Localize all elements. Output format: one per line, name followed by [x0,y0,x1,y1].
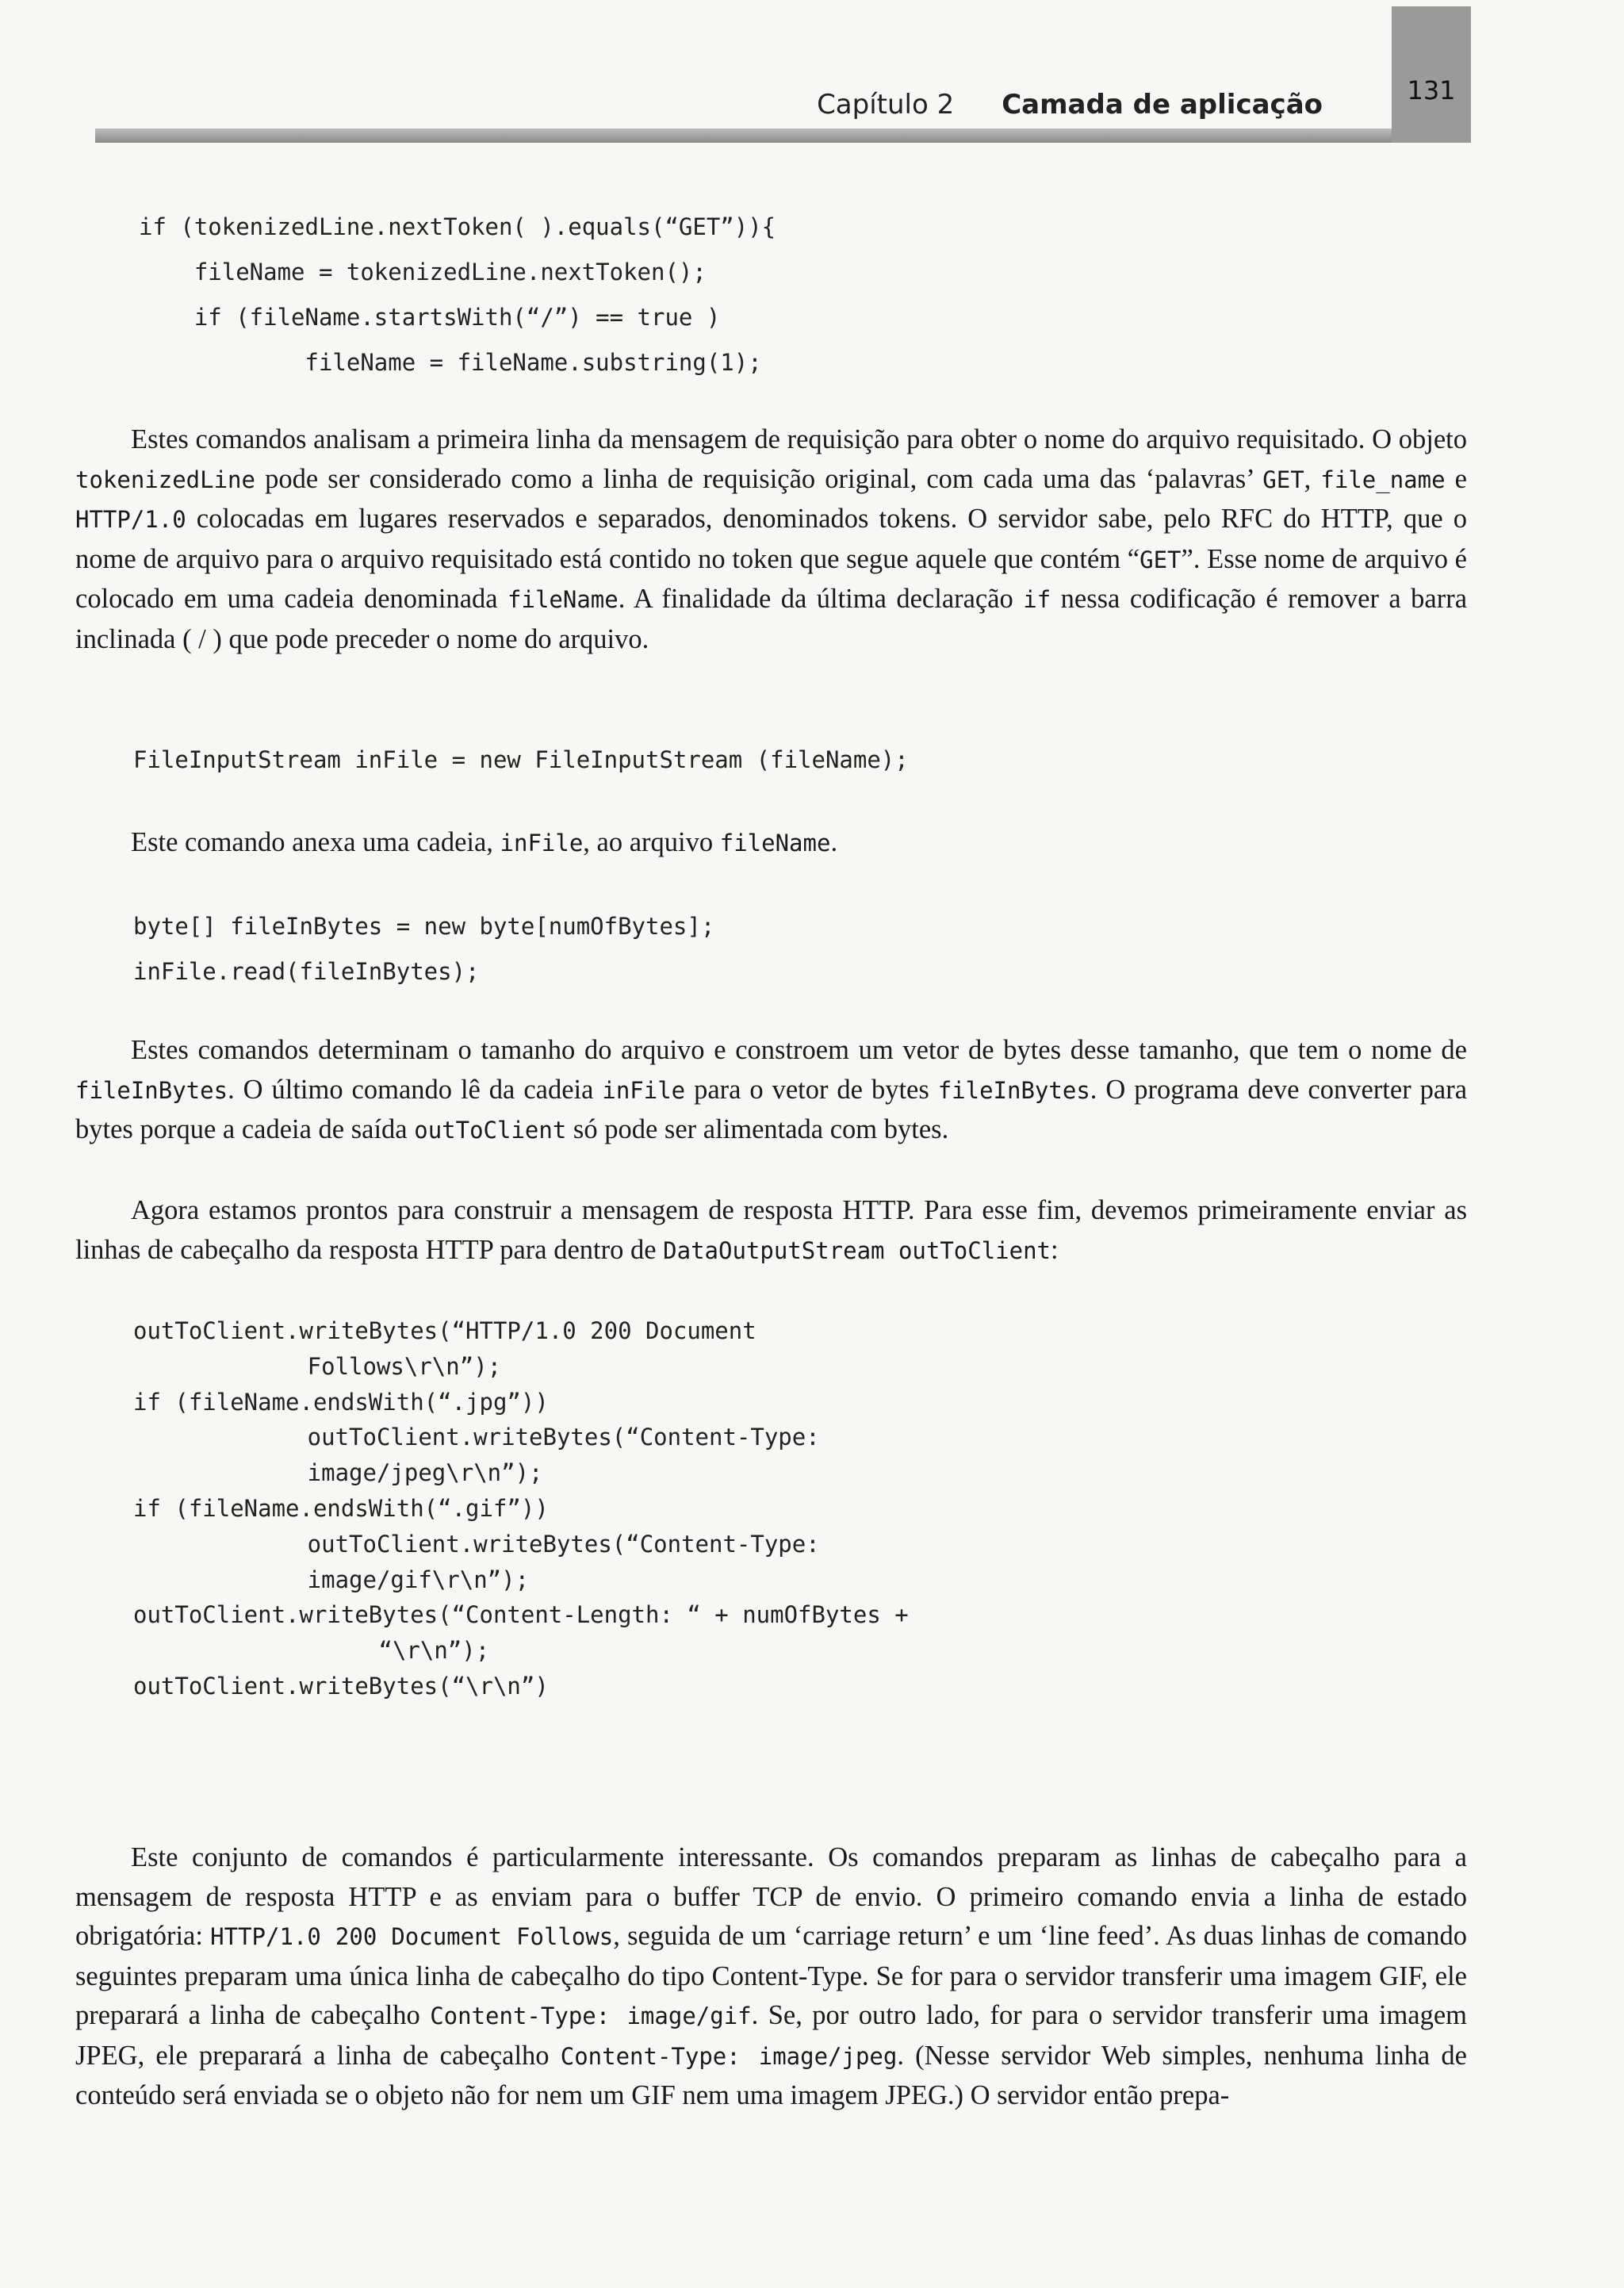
text-run: Agora estamos prontos para construir a mensagem de resposta HTTP. Para esse fim, devemos primeiramente enviar as linhas de cabeçalho da resposta HTTP para dentro de [75,1195,1467,1265]
code-line: if (fileName.endsWith(“.jpg”)) [133,1388,549,1416]
paragraph-response-intro [75,1191,1467,1270]
text-run: . Se, por outro lado, for para o servidor transferir uma imagem JPEG, ele preparará a linha de cabeçalho [75,2000,1467,2071]
inline-code: DataOutputStream outToClient [663,1236,1051,1264]
inline-code: GET [1262,466,1304,493]
paragraph-headers-explanation [75,1838,1467,2116]
paragraph-infile-explanation [75,823,1467,864]
code-line: outToClient.writeBytes(“Content-Length: “ + numOfBytes + [133,1601,909,1629]
running-header [817,89,1323,121]
code-block-response-headers [133,1313,909,1704]
code-line: byte[] fileInBytes = new byte[numOfBytes]; [133,913,715,940]
text-run: . A finalidade da última declaração [618,584,1024,614]
text-run: para o vetor de bytes [685,1074,938,1105]
code-block-fileinputstream [133,738,909,783]
section-label: Camada de aplicação [1002,89,1323,121]
chapter-label: Capítulo 2 [817,89,955,121]
text-run: pode ser considerado como a linha de requisição original, com cada uma das ‘palavras’ [255,463,1263,494]
inline-code: Content-Type: image/jpeg [560,2042,898,2070]
code-line: if (fileName.startsWith(“/”) == true ) [139,304,721,331]
code-line: inFile.read(fileInBytes); [133,958,480,985]
page-number: 131 [1392,6,1471,143]
text-run: . (Nesse servidor Web simples, nenhuma linha de conteúdo será enviada se o objeto não for nem um GIF nem uma imagem JPEG.) O servidor então prepa- [75,2040,1467,2110]
code-line: outToClient.writeBytes(“Content-Type: [197,1530,820,1558]
code-line: image/gif\r\n”); [197,1566,530,1593]
text-run: e [1445,463,1467,494]
inline-code: inFile [500,830,584,857]
code-line: outToClient.writeBytes(“HTTP/1.0 200 Document [133,1317,756,1344]
text-run: Este conjunto de comandos é particularmente interessante. Os comandos preparam as linhas de cabeçalho para a mensagem de resposta HTTP e as enviam para o buffer TCP de envio. O primeiro comando envia a linha de estado obrigatória: [75,1842,1467,1951]
text-run: . [830,827,838,857]
inline-code: file_name [1320,466,1446,493]
header-rule [95,128,1471,143]
inline-code: fileName [719,830,831,857]
inline-code: GET [1139,546,1182,573]
text-run: : [1051,1234,1059,1265]
code-line: fileName = fileName.substring(1); [139,349,762,376]
code-line: fileName = tokenizedLine.nextToken(); [139,259,707,286]
inline-code: if [1023,586,1051,613]
text-run: só pode ser alimentada com bytes. [566,1114,949,1144]
inline-code: inFile [602,1076,686,1104]
code-line: Follows\r\n”); [197,1352,502,1380]
code-line: outToClient.writeBytes(“\r\n”) [133,1672,549,1700]
code-line: FileInputStream inFile = new FileInputStream (fileName); [133,746,909,773]
paragraph-tokenizer-explanation [75,420,1467,659]
inline-code: outToClient [414,1117,567,1144]
inline-code: fileInBytes [75,1076,228,1104]
text-run: , seguida de um ‘carriage return’ e um ‘line feed’. As duas linhas de comando seguintes preparam uma única linha de cabeçalho do tipo Content-Type. Se for para o servidor transferir uma imagem GIF, ele preparará a linha de cabeçalho [75,1921,1467,2030]
inline-code: tokenizedLine [75,466,255,493]
text-run: nessa codificação é remover a barra inclinada ( / ) que pode preceder o nome do arquivo. [75,584,1468,654]
page-header [0,0,1624,147]
code-block-byte-array [133,904,714,995]
text-run: Estes comandos determinam o tamanho do arquivo e constroem um vetor de bytes desse tamanho, que tem o nome de [131,1035,1467,1065]
inline-code: HTTP/1.0 [75,506,186,533]
code-line: if (fileName.endsWith(“.gif”)) [133,1494,549,1522]
inline-code: HTTP/1.0 200 Document Follows [210,1923,614,1950]
text-run: ”. Esse nome de arquivo é colocado em uma cadeia denominada [75,543,1467,614]
text-run: Este comando anexa uma cadeia, [131,827,500,857]
text-run: . O programa deve converter para bytes porque a cadeia de saída [75,1074,1468,1144]
inline-code: fileInBytes [937,1076,1090,1104]
code-line: “\r\n”); [213,1637,490,1665]
text-run: colocadas em lugares reservados e separados, denominados tokens. O servidor sabe, pelo RFC do HTTP, que o nome de arquivo para o arquivo requisitado está contido no token que segue aquele que contém “ [75,504,1467,574]
text-run: . O último comando lê da cadeia [228,1074,603,1105]
code-line: outToClient.writeBytes(“Content-Type: [197,1424,820,1451]
code-line: image/jpeg\r\n”); [197,1459,543,1487]
text-run: Estes comandos analisam a primeira linha da mensagem de requisição para obter o nome do arquivo requisitado. O objeto [131,424,1467,454]
inline-code: Content-Type: image/gif [430,2002,752,2029]
paragraph-bytes-explanation [75,1031,1467,1151]
inline-code: fileName [508,586,619,613]
code-block-tokenizer [139,205,776,385]
text-run: , ao arquivo [583,827,720,857]
text-run: , [1304,463,1321,494]
code-line: if (tokenizedLine.nextToken( ).equals(“GET”)){ [139,213,776,240]
